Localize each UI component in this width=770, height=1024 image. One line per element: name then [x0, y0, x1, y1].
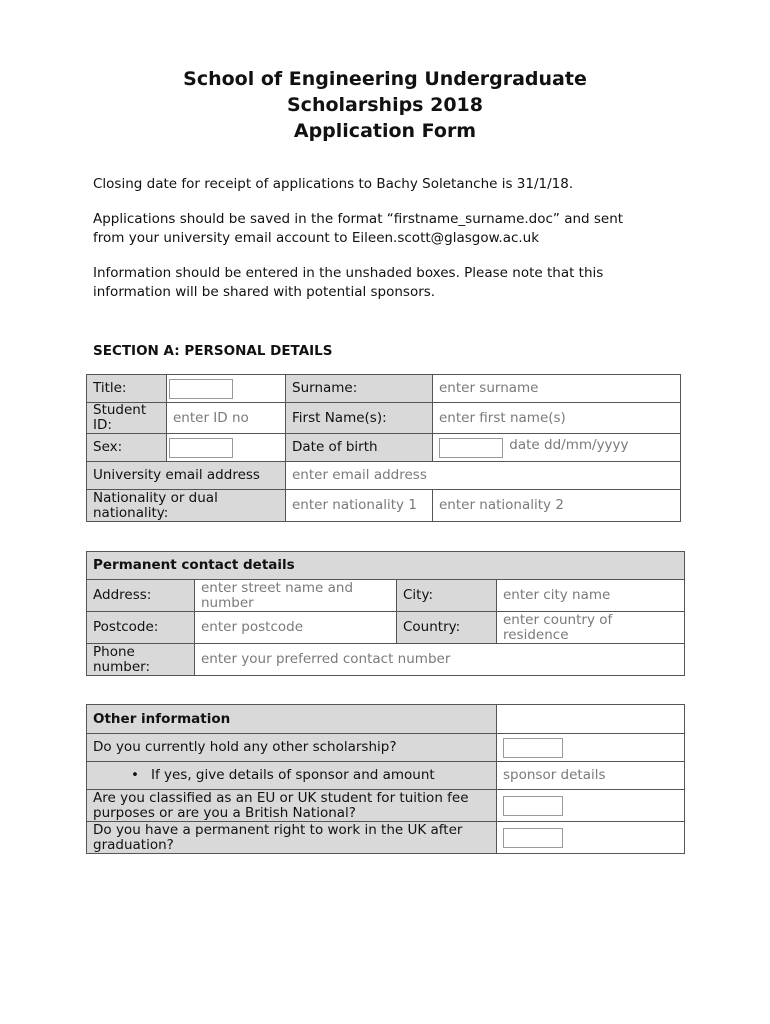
title-line-1: School of Engineering Undergraduate	[183, 68, 587, 90]
sex-label: Sex:	[87, 434, 167, 462]
right-to-work-cell	[497, 822, 685, 854]
phone-field[interactable]: enter your preferred contact number	[195, 644, 685, 676]
dob-field-cell	[433, 434, 681, 462]
title-field-cell	[167, 375, 286, 403]
dob-label: Date of birth	[286, 434, 433, 462]
email-label: University email address	[87, 462, 286, 490]
other-scholarship-question: Do you currently hold any other scholarship?	[87, 734, 497, 762]
first-name-label: First Name(s):	[286, 403, 433, 434]
sponsor-details-label: If yes, give details of sponsor and amount	[150, 767, 435, 783]
sex-input[interactable]	[169, 438, 233, 458]
city-label: City:	[397, 580, 497, 612]
country-label: Country:	[397, 612, 497, 644]
personal-details-table	[86, 374, 681, 522]
save-format-line-1: Applications should be saved in the format “firstname_surname.doc” and sent	[93, 211, 624, 227]
nationality-2-field[interactable]: enter nationality 2	[433, 490, 681, 522]
phone-label: Phone number:	[87, 644, 195, 676]
save-format-text	[93, 210, 693, 248]
address-field[interactable]: enter street name and number	[195, 580, 397, 612]
right-to-work-input[interactable]	[503, 828, 563, 848]
info-line-2: information will be shared with potential sponsors.	[93, 284, 436, 300]
title-line-2: Scholarships 2018	[287, 94, 483, 116]
eu-uk-status-question: Are you classified as an EU or UK student for tuition fee purposes or are you a British National?	[87, 790, 497, 822]
other-info-table	[86, 704, 685, 854]
city-field[interactable]: enter city name	[497, 580, 685, 612]
eu-uk-status-cell	[497, 790, 685, 822]
first-name-field[interactable]: enter first name(s)	[433, 403, 681, 434]
title-input[interactable]	[169, 379, 233, 399]
other-scholarship-input[interactable]	[503, 738, 563, 758]
sponsor-details-prompt	[87, 762, 497, 790]
sex-field-cell	[167, 434, 286, 462]
nationality-label: Nationality or dual nationality:	[87, 490, 286, 522]
sponsor-details-field[interactable]: sponsor details	[497, 762, 685, 790]
info-line-1: Information should be entered in the unshaded boxes. Please note that this	[93, 265, 604, 281]
closing-date-text: Closing date for receipt of applications to Bachy Soletanche is 31/1/18.	[93, 176, 574, 192]
dob-input[interactable]	[439, 438, 503, 458]
email-field[interactable]: enter email address	[286, 462, 681, 490]
country-field[interactable]: enter country of residence	[497, 612, 685, 644]
student-id-label: Student ID:	[87, 403, 167, 434]
title-label: Title:	[87, 375, 167, 403]
right-to-work-question: Do you have a permanent right to work in the UK after graduation?	[87, 822, 497, 854]
contact-details-table	[86, 551, 685, 676]
nationality-1-field[interactable]: enter nationality 1	[286, 490, 433, 522]
other-scholarship-cell	[497, 734, 685, 762]
dob-placeholder: date dd/mm/yyyy	[509, 436, 629, 453]
contact-heading: Permanent contact details	[87, 552, 685, 580]
section-a-heading: SECTION A: PERSONAL DETAILS	[93, 343, 333, 359]
bullet-icon: •	[131, 767, 139, 783]
address-label: Address:	[87, 580, 195, 612]
save-format-line-2: from your university email account to Eileen.scott@glasgow.ac.uk	[93, 230, 540, 246]
postcode-field[interactable]: enter postcode	[195, 612, 397, 644]
other-heading: Other information	[87, 705, 497, 734]
eu-uk-status-input[interactable]	[503, 796, 563, 816]
surname-field[interactable]: enter surname	[433, 375, 681, 403]
postcode-label: Postcode:	[87, 612, 195, 644]
form-title	[0, 66, 770, 144]
title-line-3: Application Form	[293, 120, 477, 142]
other-heading-blank	[497, 705, 685, 734]
info-text	[93, 264, 693, 302]
surname-label: Surname:	[286, 375, 433, 403]
student-id-field[interactable]: enter ID no	[167, 403, 286, 434]
